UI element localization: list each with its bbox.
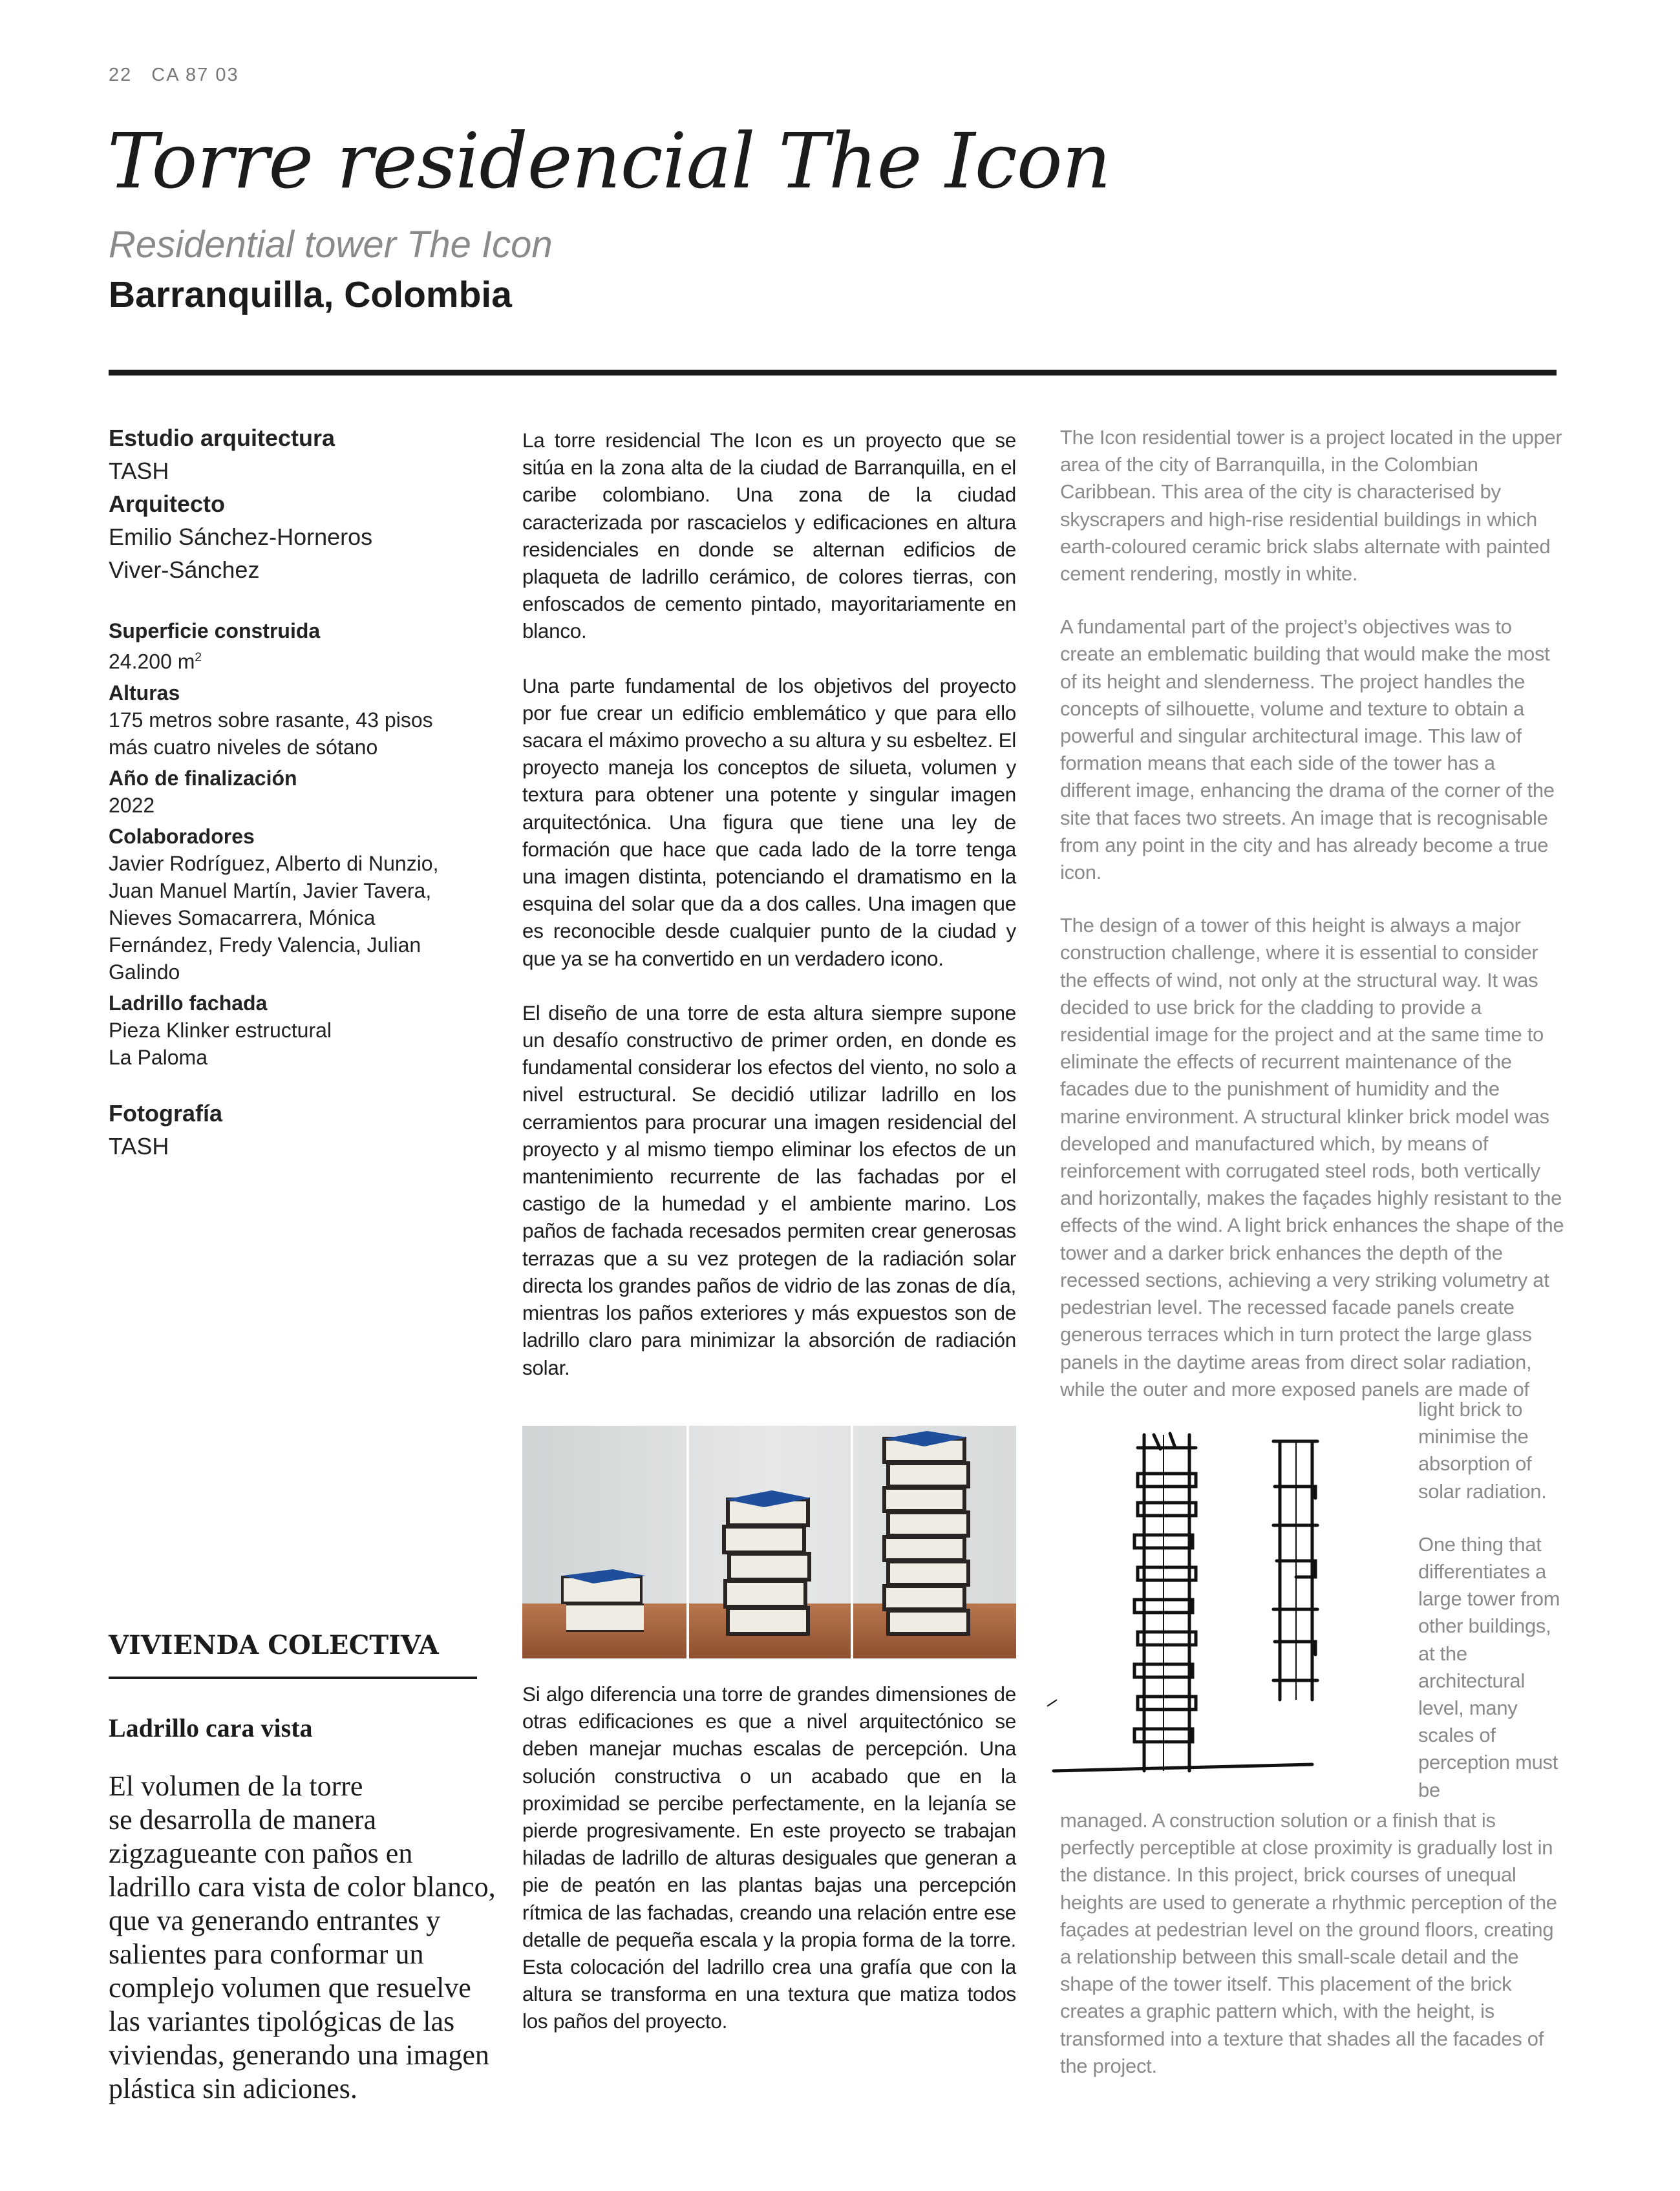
- paragraph-es-3: El diseño de una torre de esta altura siempre supone un desafío constructivo de primer orden, en donde es fundamental considerar los efectos del viento, no solo a nivel estructural. Se decidió utilizar ladrillo en los cerramientos para procurar una imagen residencial del proyecto y al mismo tiempo eliminar los efectos de un mantenimiento recurrente de las fachadas por el castigo de la humedad y el ambiente marino. Los paños de fachada recesados permiten crear generosas terrazas que a su vez protegen de la radiación solar directa los grandes paños de vidrio de las zonas de día, mientras los paños exteriores y más expuestos son de ladrillo claro para minimizar la absorción de radiación solar.: [522, 1000, 1016, 1379]
- credit-value-collaborators-3: Nieves Somacarrera, Mónica: [109, 905, 376, 929]
- credit-value-architect-1: Emilio Sánchez-Horneros: [109, 524, 373, 550]
- credit-value-collaborators-1: Javier Rodríguez, Alberto di Nunzio,: [109, 851, 439, 875]
- sidebar-line: que va generando entrantes y: [109, 1905, 441, 1936]
- sidebar-text: [109, 1770, 496, 2106]
- credit-label-area: Superficie construida: [109, 619, 321, 642]
- credit-value-area: 24.200 $m^2$: [109, 650, 202, 673]
- sidebar-line: salientes para conformar un: [109, 1938, 424, 1970]
- project-credits: [109, 421, 496, 1163]
- sidebar-line: las variantes tipológicas de las: [109, 2006, 455, 2037]
- credit-value-collaborators-5: Galindo: [109, 960, 180, 984]
- books-model-photo: [522, 1426, 1016, 1658]
- credit-value-collaborators-2: Juan Manuel Martín, Javier Tavera,: [109, 878, 432, 902]
- credit-value-year: 2022: [109, 793, 155, 817]
- article-title: Torre residencial The Icon: [107, 116, 1111, 206]
- credit-value-heights-2: más cuatro niveles de sótano: [109, 735, 378, 759]
- credit-label-heights: Alturas: [109, 681, 180, 704]
- credit-value-architect-2: Viver-Sánchez: [109, 556, 260, 583]
- paragraph-en-4-end: managed. A construction solution or a finish that is perfectly perceptible at close proximity is gradually lost in the distance. In this project, brick courses of unequal heights are used to generate a rhythmic perception of the façades at pedestrian level on the ground floors, creating a relationship between this small-scale detail and the shape of the tower itself. This placement of the brick creates a graphic pattern which, with the height, is transformed into a texture that shades all the facades of the project.: [1060, 1809, 1557, 2077]
- paragraph-es-1: La torre residencial The Icon es un proyecto que se sitúa en la zona alta de la ciudad de Barranquilla, en el caribe colombiano. Una zona de la ciudad caracterizada por rascacielos y edificaciones en altura residenciales en donde se alternan edificios de plaqueta de ladrillo cerámico, de colores tierras, con enfoscados de cemento pintado, mayoritariamente en blanco.: [522, 429, 1016, 643]
- page-number: 22: [109, 65, 133, 85]
- paragraph-en-1: The Icon residential tower is a project located in the upper area of the city of Barranquilla, in the Colombian Caribbean. This area of the city is characterised by skyscrapers and high-rise residential buildings in which earth-coloured ceramic brick slabs alternate with painted cement rendering, mostly in white.: [1060, 426, 1562, 586]
- sidebar-line: plástica sin adiciones.: [109, 2073, 357, 2104]
- sidebar-line: complejo volumen que resuelve: [109, 1972, 471, 2004]
- credit-label-architect: Arquitecto: [109, 491, 225, 517]
- body-text-spanish-continued: [522, 1680, 1016, 2035]
- credit-value-heights-1: 175 metros sobre rasante, 43 pisos: [109, 708, 433, 732]
- sidebar-line: zigzagueante con paños en: [109, 1837, 413, 1869]
- body-text-spanish: [522, 427, 1016, 1408]
- sidebar-line: viviendas, generando una imagen: [109, 2039, 489, 2071]
- tower-sketch: [1041, 1422, 1416, 1784]
- credit-label-studio: Estudio arquitectura: [109, 425, 335, 451]
- section-title: VIVIENDA COLECTIVA: [109, 1630, 439, 1660]
- sidebar-line: ladrillo cara vista de color blanco,: [109, 1871, 496, 1903]
- credit-value-collaborators-4: Fernández, Fredy Valencia, Julian: [109, 933, 421, 957]
- credit-label-collaborators: Colaboradores: [109, 824, 255, 848]
- book-stack-2: [724, 1490, 811, 1634]
- paragraph-en-3-continued: light brick to minimise the absorption of solar radiation.: [1418, 1398, 1547, 1503]
- credit-value-brick-2: La Paloma: [109, 1045, 207, 1069]
- credit-value-brick-1: Pieza Klinker estructural: [109, 1018, 332, 1042]
- body-text-english-bottom: [1060, 1807, 1564, 2080]
- running-header: [109, 65, 239, 86]
- sidebar-line: se desarrolla de manera: [109, 1804, 377, 1836]
- paragraph-en-3: The design of a tower of this height is always a major construction challenge, where it is essential to consider the effects of wind, not only at the structural way. It was decided to use brick for the cladding to provide a residential image for the project and at the same time to eliminate the effects of recurrent maintenance of the facades due to the punishment of humidity and the marine environment. A structural klinker brick model was developed and manufactured which, by means of reinforcement with corrugated steel rods, both vertically and horizontally, makes the façades highly resistant to the effects of the wind. A light brick enhances the shape of the tower and a darker brick enhances the depth of the recessed sections, achieving a very striking volumetry at pedestrian level. The recessed facade panels create generous terraces which in turn protect the large glass panels in the daytime areas from direct solar radiation, while the outer and more exposed panels are made of: [1060, 914, 1564, 1401]
- sidebar-line: El volumen de la torre: [109, 1770, 363, 1802]
- book-stack-1: [561, 1569, 645, 1632]
- credit-value-photo: TASH: [109, 1132, 169, 1159]
- article-subtitle-english: Residential tower The Icon: [109, 224, 553, 266]
- paragraph-en-4-start: One thing that differentiates a large tower from other buildings, at the architectural level, many scales of perception must be: [1418, 1532, 1560, 1801]
- body-text-english: [1060, 424, 1564, 1429]
- credit-label-year: Año de finalización: [109, 766, 297, 790]
- credit-label-photo: Fotografía: [109, 1099, 222, 1127]
- credit-label-brick: Ladrillo fachada: [109, 991, 268, 1015]
- paragraph-es-2: Una parte fundamental de los objetivos del proyecto por fue crear un edificio emblemático y que para ello sacara el máximo provecho a su altura y su esbeltez. El proyecto maneja los conceptos de silueta, volumen y textura para obtener una potente y singular imagen arquitectónica. Una figura que tiene una ley de formación que hace que cada lado de la torre tenga una imagen distinta, potenciando el dramatismo en la esquina del solar que da a dos calles. Una imagen que es reconocible desde cualquier punto de la ciudad y que ya se ha convertido en un verdadero icono.: [522, 673, 1016, 970]
- credit-value-studio: TASH: [109, 458, 169, 484]
- sidebar-subtitle: Ladrillo cara vista: [109, 1713, 313, 1742]
- section-divider: [109, 1677, 477, 1679]
- title-divider: [109, 370, 1557, 376]
- paragraph-en-2: A fundamental part of the project’s objectives was to create an emblematic building that would make the most of its height and slenderness. The project handles the concepts of silhouette, volume and texture to obtain a powerful and singular architectural image. This law of formation means that each side of the tower has a different image, enhancing the drama of the corner of the site that faces two streets. An image that is recognisable from any point in the city and has already become a true icon.: [1060, 615, 1555, 884]
- body-text-english-wrap: [1418, 1396, 1567, 1830]
- book-stack-3: [884, 1431, 968, 1634]
- article-location: Barranquilla, Colombia: [109, 274, 512, 315]
- paragraph-es-4: Si algo diferencia una torre de grandes dimensiones de otras edificaciones es que a nivel arquitectónico se deben manejar muchas escalas de percepción. Una solución constructiva o un acabado que en la proximidad se percibe perfectamente, en la lejanía se pierde progresivamente. En este proyecto se trabajan hiladas de ladrillo de alturas desiguales que generan a pie de peatón en las plantas bajas una percepción rítmica de las fachadas, creando una relación entre ese detalle de pequeña escala y la propia forma de la torre. Esta colocación del ladrillo crea una grafía que con la altura se transforma en una textura que matiza todos los paños del proyecto.: [522, 1682, 1016, 2033]
- issue-number: CA 87 03: [151, 65, 239, 85]
